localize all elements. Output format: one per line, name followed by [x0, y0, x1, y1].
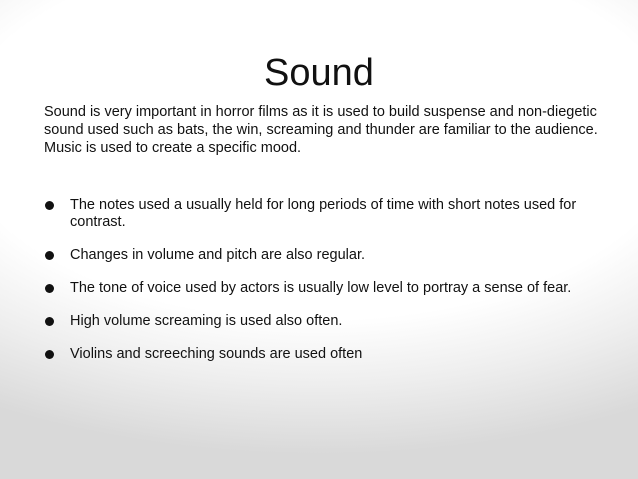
- bullet-icon: [45, 284, 54, 293]
- bullet-text: Violins and screeching sounds are used often: [70, 346, 363, 362]
- bullet-text: High volume screaming is used also often.: [70, 313, 343, 329]
- intro-paragraph: Sound is very important in horror films as it is used to build suspense and non-diegetic sound used such as bats, the win, screaming and thunder are familiar to the audience. Music is used to create a specific mood.: [44, 104, 598, 156]
- list-item: [44, 197, 604, 231]
- bullet-icon: [45, 201, 54, 210]
- slide-title: Sound: [264, 52, 374, 94]
- bullet-icon: [45, 251, 54, 260]
- bullet-text: The notes used a usually held for long periods of time with short notes used for contrast.: [70, 197, 577, 230]
- bullet-list: [44, 197, 604, 379]
- bullet-text: Changes in volume and pitch are also regular.: [70, 247, 366, 263]
- bullet-text: The tone of voice used by actors is usually low level to portray a sense of fear.: [70, 280, 572, 296]
- bullet-icon: [45, 350, 54, 359]
- list-item: [44, 313, 604, 330]
- list-item: [44, 247, 604, 264]
- list-item: [44, 346, 604, 363]
- list-item: [44, 280, 604, 297]
- bullet-icon: [45, 317, 54, 326]
